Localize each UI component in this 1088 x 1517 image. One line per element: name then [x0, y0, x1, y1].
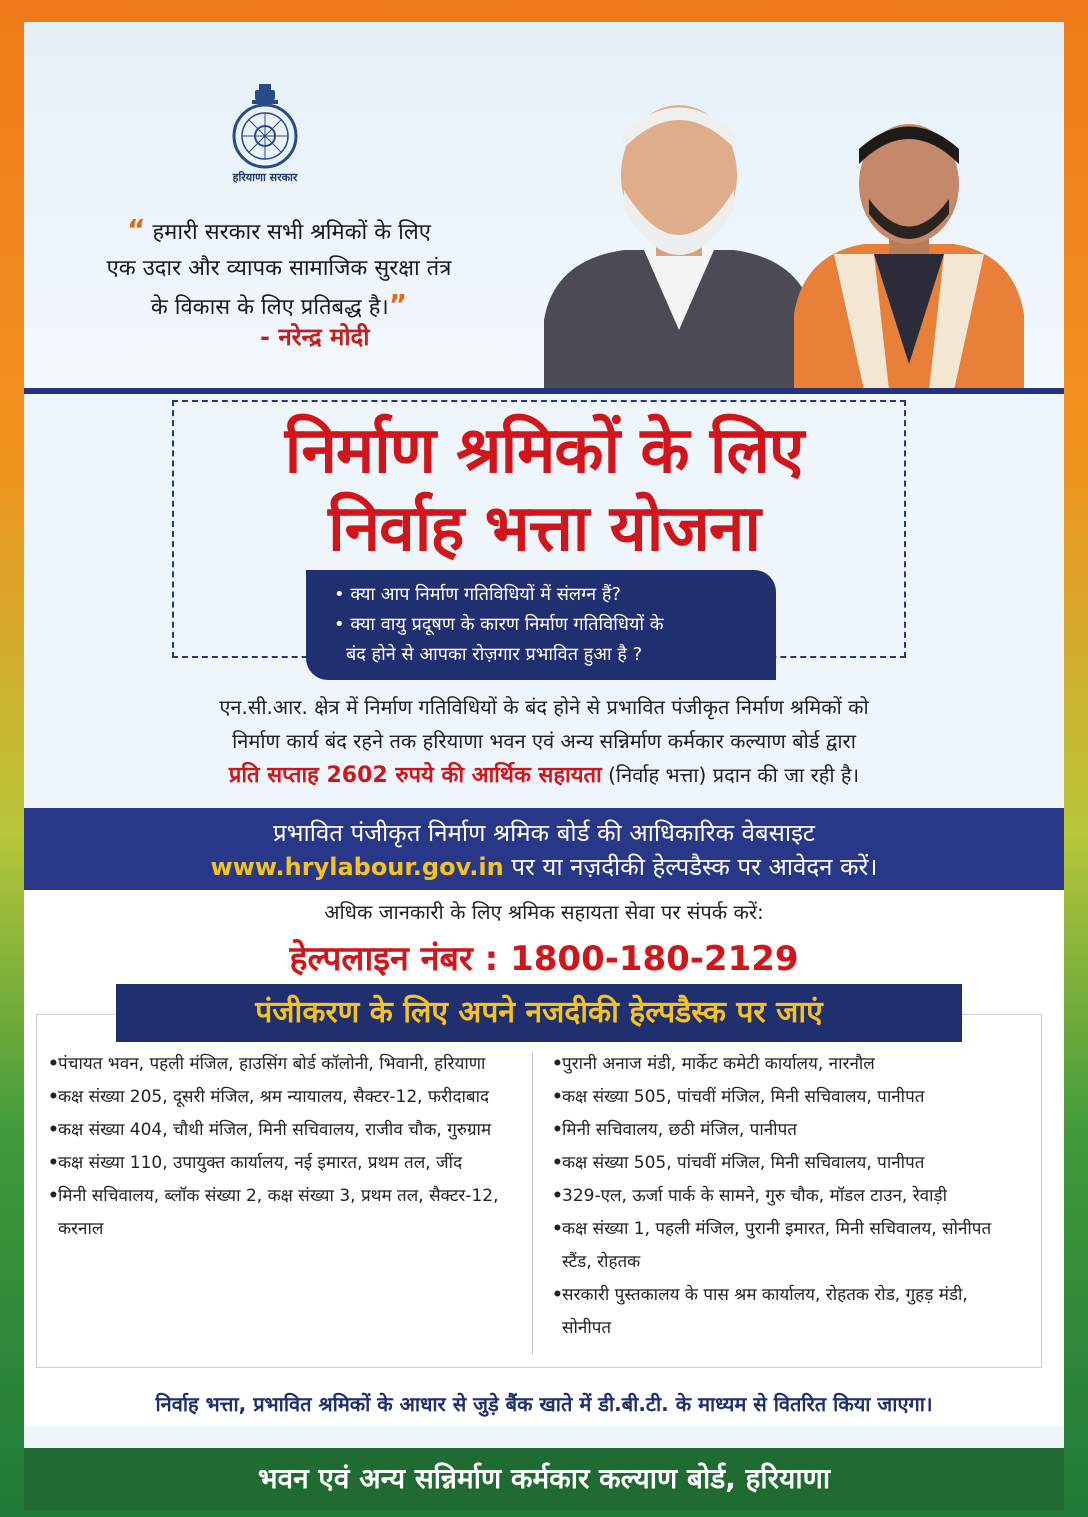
haryana-emblem-icon	[230, 82, 300, 170]
question-2: • क्या वायु प्रदूषण के कारण निर्माण गतिविधियों के	[334, 614, 664, 635]
apply-line-1: प्रभावित पंजीकृत निर्माण श्रमिक बोर्ड की आधिकारिक वेबसाइट	[273, 819, 815, 847]
scheme-title	[24, 412, 1064, 568]
question-1: • क्या आप निर्माण गतिविधियों में संलग्न हैं?	[334, 584, 621, 605]
scheme-title-line-2: निर्वाह भत्ता योजना	[328, 492, 760, 566]
list-item: • कक्ष संख्या 505, पांचवीं मंजिल, मिनी सचिवालय, पानीपत	[552, 1081, 1022, 1114]
list-item: • पंचायत भवन, पहली मंजिल, हाउसिंग बोर्ड कॉलोनी, भिवानी, हरियाणा	[48, 1048, 518, 1081]
list-item: • कक्ष संख्या 1, पहली मंजिल, पुरानी इमारत, मिनी सचिवालय, सोनीपत स्टैंड, रोहतक	[552, 1213, 1022, 1279]
apply-line-2: पर या नज़दीकी हेल्पडैस्क पर आवेदन करें।	[503, 853, 878, 881]
quote-line-1: हमारी सरकार सभी श्रमिकों के लिए	[152, 220, 431, 245]
portrait-chief-minister	[794, 104, 1024, 390]
apply-banner	[24, 808, 1064, 890]
quote-line-2: एक उदार और व्यापक सामाजिक सुरक्षा तंत्र	[106, 256, 452, 281]
contact-info: अधिक जानकारी के लिए श्रमिक सहायता सेवा पर संपर्क करें:	[324, 900, 764, 924]
description-line-3: (निर्वाह भत्ता) प्रदान की जा रही है।	[601, 763, 860, 787]
list-item: • कक्ष संख्या 110, उपायुक्त कार्यालय, नई इमारत, प्रथम तल, जींद	[48, 1147, 518, 1180]
pm-quote	[64, 212, 494, 326]
open-quote-icon: “	[127, 213, 146, 246]
header-divider	[24, 388, 1064, 394]
emblem-caption: हरियाणा सरकार	[232, 171, 298, 184]
question-box	[306, 570, 776, 680]
list-item: • मिनी सचिवालय, छठी मंजिल, पानीपत	[552, 1114, 1022, 1147]
helpline-number[interactable]: हेल्पलाइन नंबर : 1800-180-2129	[289, 939, 799, 979]
description-line-1: एन.सी.आर. क्षेत्र में निर्माण गतिविधियों के बंद होने से प्रभावित पंजीकृत निर्माण श्रमिकों को	[219, 695, 869, 719]
list-item: • कक्ष संख्या 404, चौथी मंजिल, मिनी सचिवालय, राजीव चौक, गुरुग्राम	[48, 1114, 518, 1147]
list-item: • कक्ष संख्या 205, दूसरी मंजिल, श्रम न्यायालय, सैक्टर-12, फरीदाबाद	[48, 1081, 518, 1114]
list-item: • पुरानी अनाज मंडी, मार्केट कमेटी कार्यालय, नारनौल	[552, 1048, 1022, 1081]
list-item: • 329-एल, ऊर्जा पार्क के सामने, गुरु चौक, मॉडल टाउन, रेवाड़ी	[552, 1180, 1022, 1213]
list-item: • सरकारी पुस्तकालय के पास श्रम कार्यालय, रोहतक रोड, गुहड़ मंडी, सोनीपत	[552, 1279, 1022, 1345]
quote-line-3: के विकास के लिए प्रतिबद्ध है।	[150, 295, 389, 320]
column-divider	[532, 1052, 533, 1354]
scheme-title-line-1: निर्माण श्रमिकों के लिए	[284, 414, 804, 488]
list-item: • मिनी सचिवालय, ब्लॉक संख्या 2, कक्ष संख्या 3, प्रथम तल, सैक्टर-12, करनाल	[48, 1180, 518, 1246]
helpdesk-list-right	[552, 1048, 1022, 1345]
question-2-continued: बंद होने से आपका रोज़गार प्रभावित हुआ है ?	[346, 644, 643, 665]
footer-board-name: भवन एवं अन्य सन्निर्माण कर्मकार कल्याण बोर्ड, हरियाणा	[24, 1448, 1064, 1510]
website-link[interactable]: www.hrylabour.gov.in	[210, 853, 504, 881]
list-item: • कक्ष संख्या 505, पांचवीं मंजिल, मिनी सचिवालय, पानीपत	[552, 1147, 1022, 1180]
helpdesk-list-left	[48, 1048, 518, 1246]
registration-banner: पंजीकरण के लिए अपने नजदीकी हेल्पडैस्क पर जाएं	[116, 984, 962, 1042]
dbt-note: निर्वाह भत्ता, प्रभावित श्रमिकों के आधार से जुड़े बैंक खाते में डी.बी.टी. के माध्यम से वितरित किया जाएगा।	[155, 1392, 933, 1416]
assistance-amount: प्रति सप्ताह 2602 रुपये की आर्थिक सहायता	[228, 763, 602, 788]
scheme-description	[64, 690, 1024, 793]
close-quote-icon: ”	[388, 288, 408, 321]
portrait-prime-minister	[544, 80, 814, 390]
poster	[24, 22, 1064, 1510]
quote-author: - नरेन्द्र मोदी	[260, 323, 370, 351]
description-line-2: निर्माण कार्य बंद रहने तक हरियाणा भवन एवं अन्य सन्निर्माण कर्मकार कल्याण बोर्ड द्वारा	[232, 729, 856, 753]
